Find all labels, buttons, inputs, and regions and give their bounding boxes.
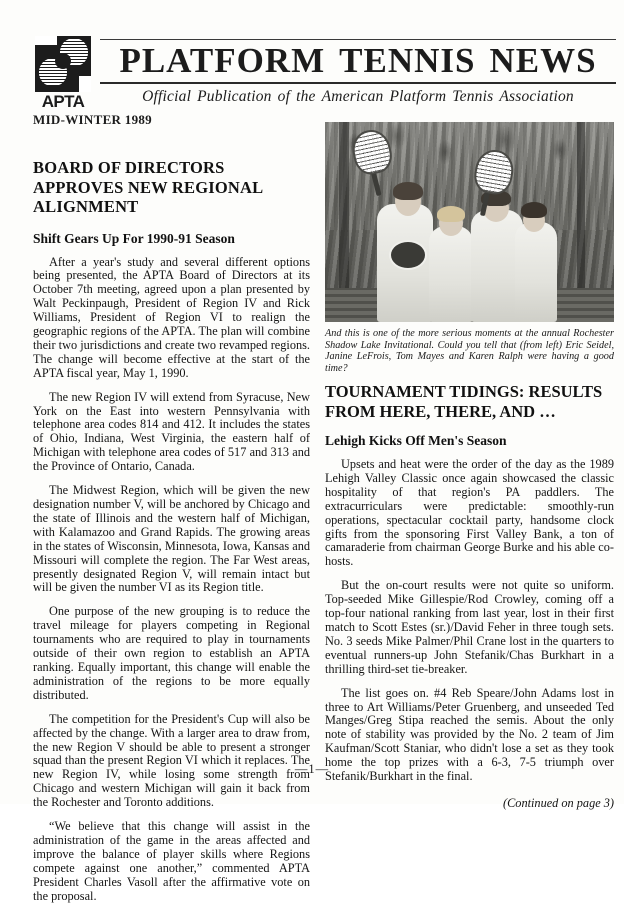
apta-logo — [32, 36, 94, 112]
subtitle-word: American — [321, 88, 384, 105]
masthead-title-block — [100, 36, 616, 106]
title-word-2: TENNIS — [339, 41, 476, 80]
logo-wedge-bottom — [79, 76, 91, 92]
left-paragraph: “We believe that this change will assist in the administration of the game in the areas affected and improve the balance of player skills where Regions compete against one another,” commented APTA President Charles Vasoll after the affirmative vote on the proposal. — [33, 819, 310, 903]
photo-person-hair — [393, 182, 423, 200]
photo-person — [429, 226, 473, 322]
right-headline: TOURNAMENT TIDINGS: RESULTS FROM HERE, THERE, AND … — [325, 382, 603, 421]
subtitle-word: of — [277, 88, 291, 105]
subtitle-word: Tennis — [452, 88, 494, 105]
logo-wedge-top — [35, 36, 57, 45]
issue-date: MID-WINTER 1989 — [33, 112, 152, 127]
left-paragraph: The competition for the President's Cup will also be affected by the change. With a larger area to draw from, the new Region V should be able to present a stronger squad than the present Region VI which it replaces. The new Region IV, while losing some strength from Chicago and western Michigan will gain it back from the Rochester and Toronto additions. — [33, 711, 310, 810]
subtitle-word: the — [296, 88, 316, 105]
publication-title — [100, 41, 616, 81]
ball-icon — [55, 53, 71, 69]
subtitle-word: Platform — [389, 88, 447, 105]
left-paragraph: The new Region IV will extend from Syracuse, New York on the East into western Pennsylvania with telephone area codes 814 and 412. It includes the states of Ohio, Indiana, West Virginia, the eastern half of Michigan with telephone area codes of 517 and 313 and the Province of Ontario, Canada. — [33, 389, 310, 474]
continued-note: (Continued on page 3) — [503, 795, 614, 810]
apta-logo-mark — [35, 36, 91, 92]
photo-person-hair — [437, 206, 465, 222]
apta-logo-text: APTA — [41, 92, 85, 111]
photo-shirt-logo — [389, 240, 427, 270]
left-column — [33, 158, 310, 913]
page-number: —1— — [294, 762, 330, 776]
right-paragraph: Upsets and heat were the order of the day as the 1989 Lehigh Valley Classic once again showcased the classic hospitality of that region's PA paddlers. The extracurriculars were predictable: smoothly-run operations, spectacular cocktail party, handsome clock gifts from the sponsoring First Valley Bank, a ton of camaraderie from chairman George Burke and his able co-hosts. — [325, 457, 614, 569]
masthead-rule-bottom — [100, 82, 616, 84]
left-headline: BOARD OF DIRECTORS APPROVES NEW REGIONAL ALIGNMENT — [33, 158, 263, 216]
right-article — [325, 382, 614, 811]
photo-person-hair — [521, 202, 547, 218]
photo-person — [515, 222, 557, 322]
photo-caption: And this is one of the more serious moments at the annual Rochester Shadow Lake Invitational. Could you tell that (from left) Eric Seidel, Janine LeFrois, Tom Mayes and Karen Ralph were having a good time? — [325, 328, 614, 374]
left-subhead: Shift Gears Up For 1990-91 Season — [33, 230, 235, 246]
title-word-3: NEWS — [489, 41, 597, 80]
masthead — [32, 36, 616, 112]
left-paragraph: The Midwest Region, which will be given the new designation number V, will be anchored by Chicago and the state of Illinois and the western half of Michigan, with Kalamazoo and Grand Rapids. The growing areas in the states of Wisconsin, Minnesota, Iowa, Kansas and Missouri will complete the region. The Far West areas, presently designated Region V, will remain intact but will be given the number VI as its Region title. — [33, 483, 310, 595]
right-subhead: Lehigh Kicks Off Men's Season — [325, 433, 507, 448]
subtitle-word: Publication — [197, 88, 272, 105]
subtitle-word: Official — [142, 88, 192, 105]
masthead-rule-top — [100, 39, 616, 40]
left-paragraph: After a year's study and several different options being presented, the APTA Board of Directors at its October 7th meeting, agreed upon a plan presented by Walt Peckinpaugh, President of Region IV and Rick Williams, President of Region VI to realign the geographic regions of the APTA. The plan will combine their two jurisdictions and create two revamped regions. The change will become effective at the start of the APTA fiscal year, May 1, 1990. — [33, 254, 310, 380]
tournament-photo — [325, 122, 614, 322]
right-paragraph: The list goes on. #4 Reb Speare/John Adams lost in three to Art Williams/Peter Gruenberg, and unseeded Ted Manges/Greg Stipa reached the semis. About the only note of stability was provided by the No. 2 team of Jim Kaufman/Scott Staniar, who didn't lose a set as they took home the top prizes with a 6-3, 7-5 triumph over Stefanik/Burkhart in the final. — [325, 685, 614, 784]
left-paragraph: One purpose of the new grouping is to reduce the travel mileage for players competing in Regional tournaments who are required to play in tournaments outside of their own region to establish an APTA ranking. Equally important, this change will enable the administration of the regions to be more equally distributed. — [33, 604, 310, 702]
title-word-1: PLATFORM — [119, 41, 326, 80]
publication-subtitle — [100, 88, 616, 106]
right-paragraph: But the on-court results were not quite so uniform. Top-seeded Mike Gillespie/Rod Crowley, coming off a top-four national ranking from last year, lost in their first match to Scott Estes (sr.)/David Feher in three tough sets. No. 3 seeds Mike Palmer/Phil Crane lost in the quarters to eventual runners-up John Stefanik/Chas Burkhart in a thrilling third-set tie-breaker. — [325, 578, 614, 676]
subtitle-word: Association — [499, 88, 574, 105]
